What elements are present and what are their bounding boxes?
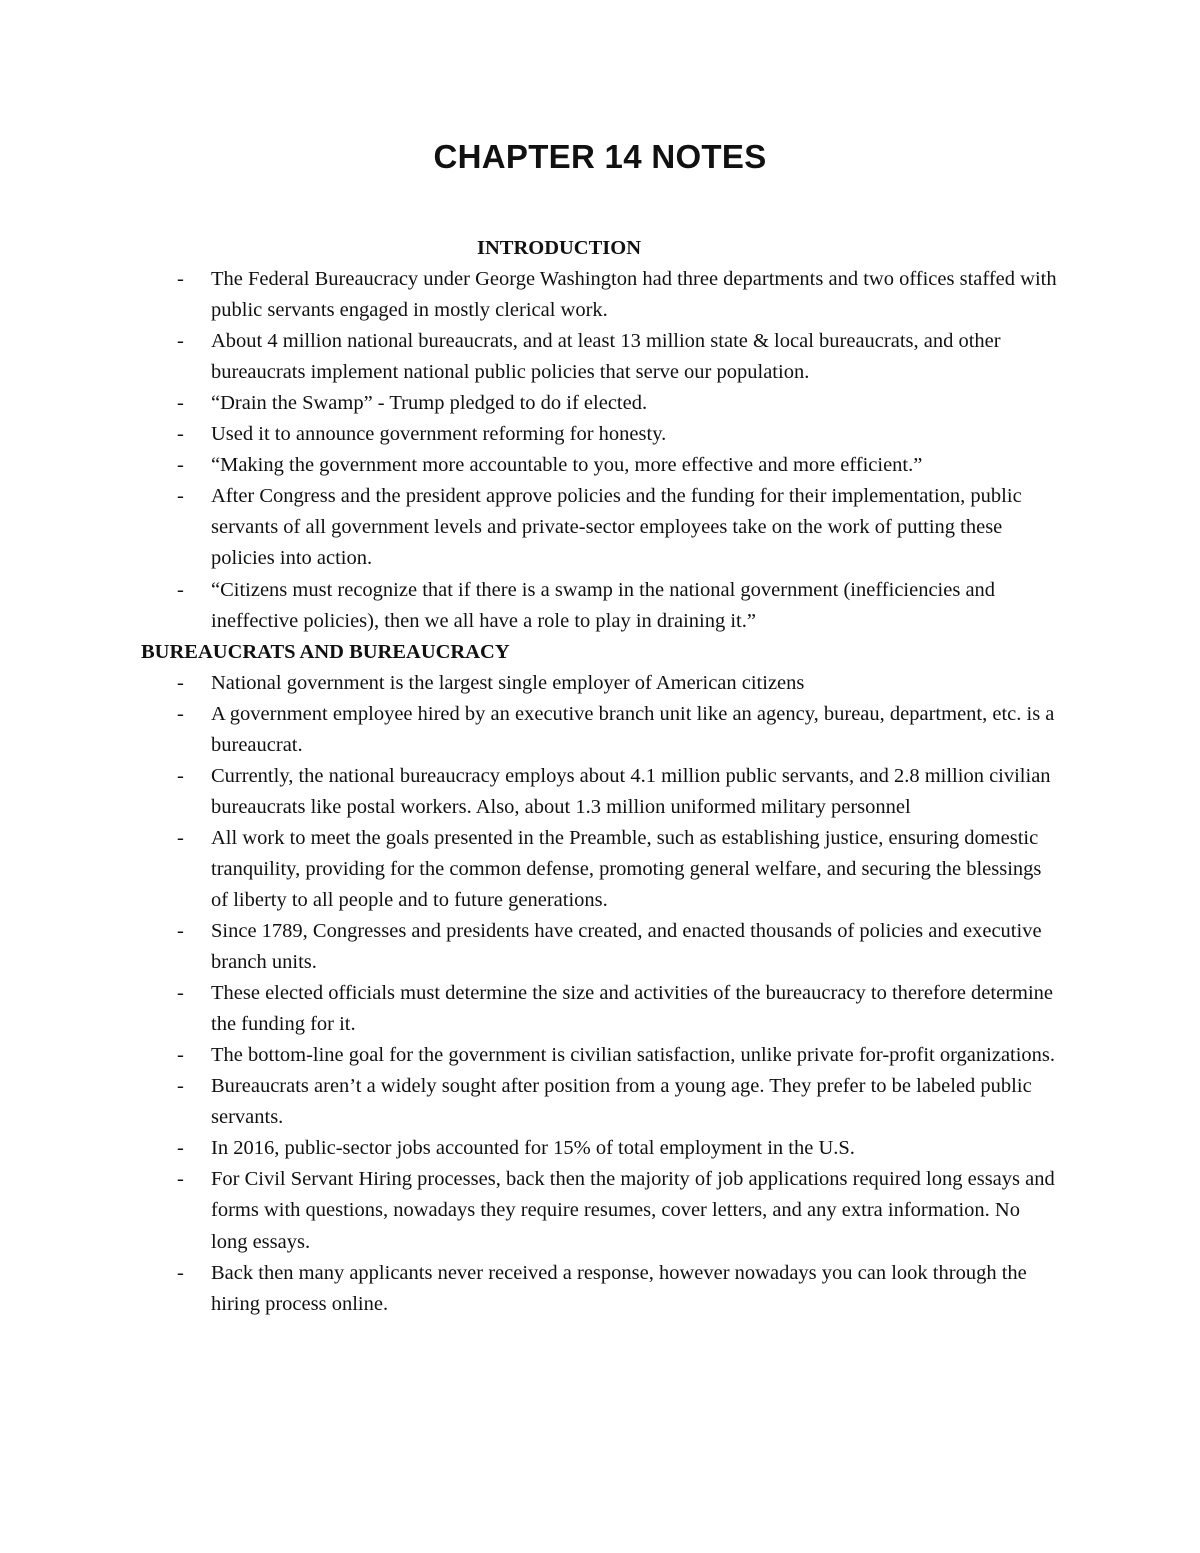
list-item (141, 326, 1061, 388)
bullet-dash: - (177, 826, 184, 849)
list-item (141, 388, 1061, 419)
list-item (141, 1164, 1061, 1257)
bullet-dash: - (177, 982, 184, 1005)
bullet-dash: - (177, 764, 184, 787)
list-item (141, 481, 1061, 574)
bullet-dash: - (177, 1044, 184, 1067)
list-item (141, 450, 1061, 481)
list-item (141, 699, 1061, 761)
bullet-dash: - (177, 268, 184, 291)
list-item-text: “Citizens must recognize that if there is a swamp in the national government (inefficiencies and ineffective policies), then we all have a role to play in draining it.” (211, 578, 996, 632)
list-item (141, 916, 1061, 978)
list-item-text: A government employee hired by an executive branch unit like an agency, bureau, department, etc. is a bureaucrat. (211, 702, 1055, 756)
list-item (141, 1040, 1061, 1071)
document-body (141, 233, 1061, 1320)
section-heading-bureaucrats: BUREAUCRATS AND BUREAUCRACY (141, 640, 510, 663)
list-item-text: After Congress and the president approve policies and the funding for their implementation, public servants of all government levels and private-sector employees take on the work of putting these policies into action. (211, 485, 1022, 570)
list-item-text: Back then many applicants never received a response, however nowadays you can look through the hiring process online. (211, 1261, 1027, 1315)
list-item-text: “Making the government more accountable to you, more effective and more efficient.” (211, 454, 923, 477)
list-item-text: For Civil Servant Hiring processes, back then the majority of job applications required long essays and forms with questions, nowadays they require resumes, cover letters, and any extra information. No long essays. (211, 1168, 1055, 1253)
list-item-text: Bureaucrats aren’t a widely sought after position from a young age. They prefer to be labeled public servants. (211, 1075, 1032, 1129)
list-item-text: The bottom-line goal for the government is civilian satisfaction, unlike private for-profit organizations. (211, 1044, 1056, 1067)
bullet-dash: - (177, 1075, 184, 1098)
list-item-text: Since 1789, Congresses and presidents have created, and enacted thousands of policies and executive branch units. (211, 920, 1042, 974)
bullet-dash: - (177, 454, 184, 477)
list-item-text: The Federal Bureaucracy under George Washington had three departments and two offices staffed with public servants engaged in mostly clerical work. (211, 268, 1057, 322)
list-item-text: About 4 million national bureaucrats, and at least 13 million state & local bureaucrats, and other bureaucrats implement national public policies that serve our population. (211, 330, 1001, 384)
list-item (141, 419, 1061, 450)
bureaucrats-list (141, 668, 1061, 1320)
bullet-dash: - (177, 330, 184, 353)
list-item (141, 1258, 1061, 1320)
page-title: CHAPTER 14 NOTES (433, 138, 767, 175)
list-item (141, 264, 1061, 326)
list-item-text: Used it to announce government reforming for honesty. (211, 423, 667, 446)
introduction-list (141, 264, 1061, 637)
list-item (141, 1133, 1061, 1164)
section-heading-introduction: INTRODUCTION (476, 237, 642, 259)
list-item (141, 1071, 1061, 1133)
bullet-dash: - (177, 1137, 184, 1160)
list-item-text: “Drain the Swamp” - Trump pledged to do if elected. (211, 392, 648, 415)
list-item (141, 668, 1061, 699)
bullet-dash: - (177, 485, 184, 508)
list-item (141, 823, 1061, 916)
bullet-dash: - (177, 1261, 184, 1284)
bullet-dash: - (177, 671, 184, 694)
bullet-dash: - (177, 423, 184, 446)
bullet-dash: - (177, 702, 184, 725)
list-item-text: In 2016, public-sector jobs accounted for 15% of total employment in the U.S. (211, 1137, 855, 1160)
bullet-dash: - (177, 1168, 184, 1191)
bullet-dash: - (177, 920, 184, 943)
list-item (141, 978, 1061, 1040)
bullet-dash: - (177, 392, 184, 415)
list-item-text: These elected officials must determine the size and activities of the bureaucracy to therefore determine the funding for it. (211, 982, 1054, 1036)
list-item-text: National government is the largest single employer of American citizens (211, 671, 805, 694)
list-item (141, 575, 1061, 637)
list-item-text: All work to meet the goals presented in the Preamble, such as establishing justice, ensuring domestic tranquility, providing for the common defense, promoting general welfare, and securing the blessings of liberty to all people and to future generations. (211, 826, 1042, 911)
list-item (141, 761, 1061, 823)
list-item-text: Currently, the national bureaucracy employs about 4.1 million public servants, and 2.8 million civilian bureaucrats like postal workers. Also, about 1.3 million uniformed military personnel (211, 764, 1051, 818)
bullet-dash: - (177, 578, 184, 601)
